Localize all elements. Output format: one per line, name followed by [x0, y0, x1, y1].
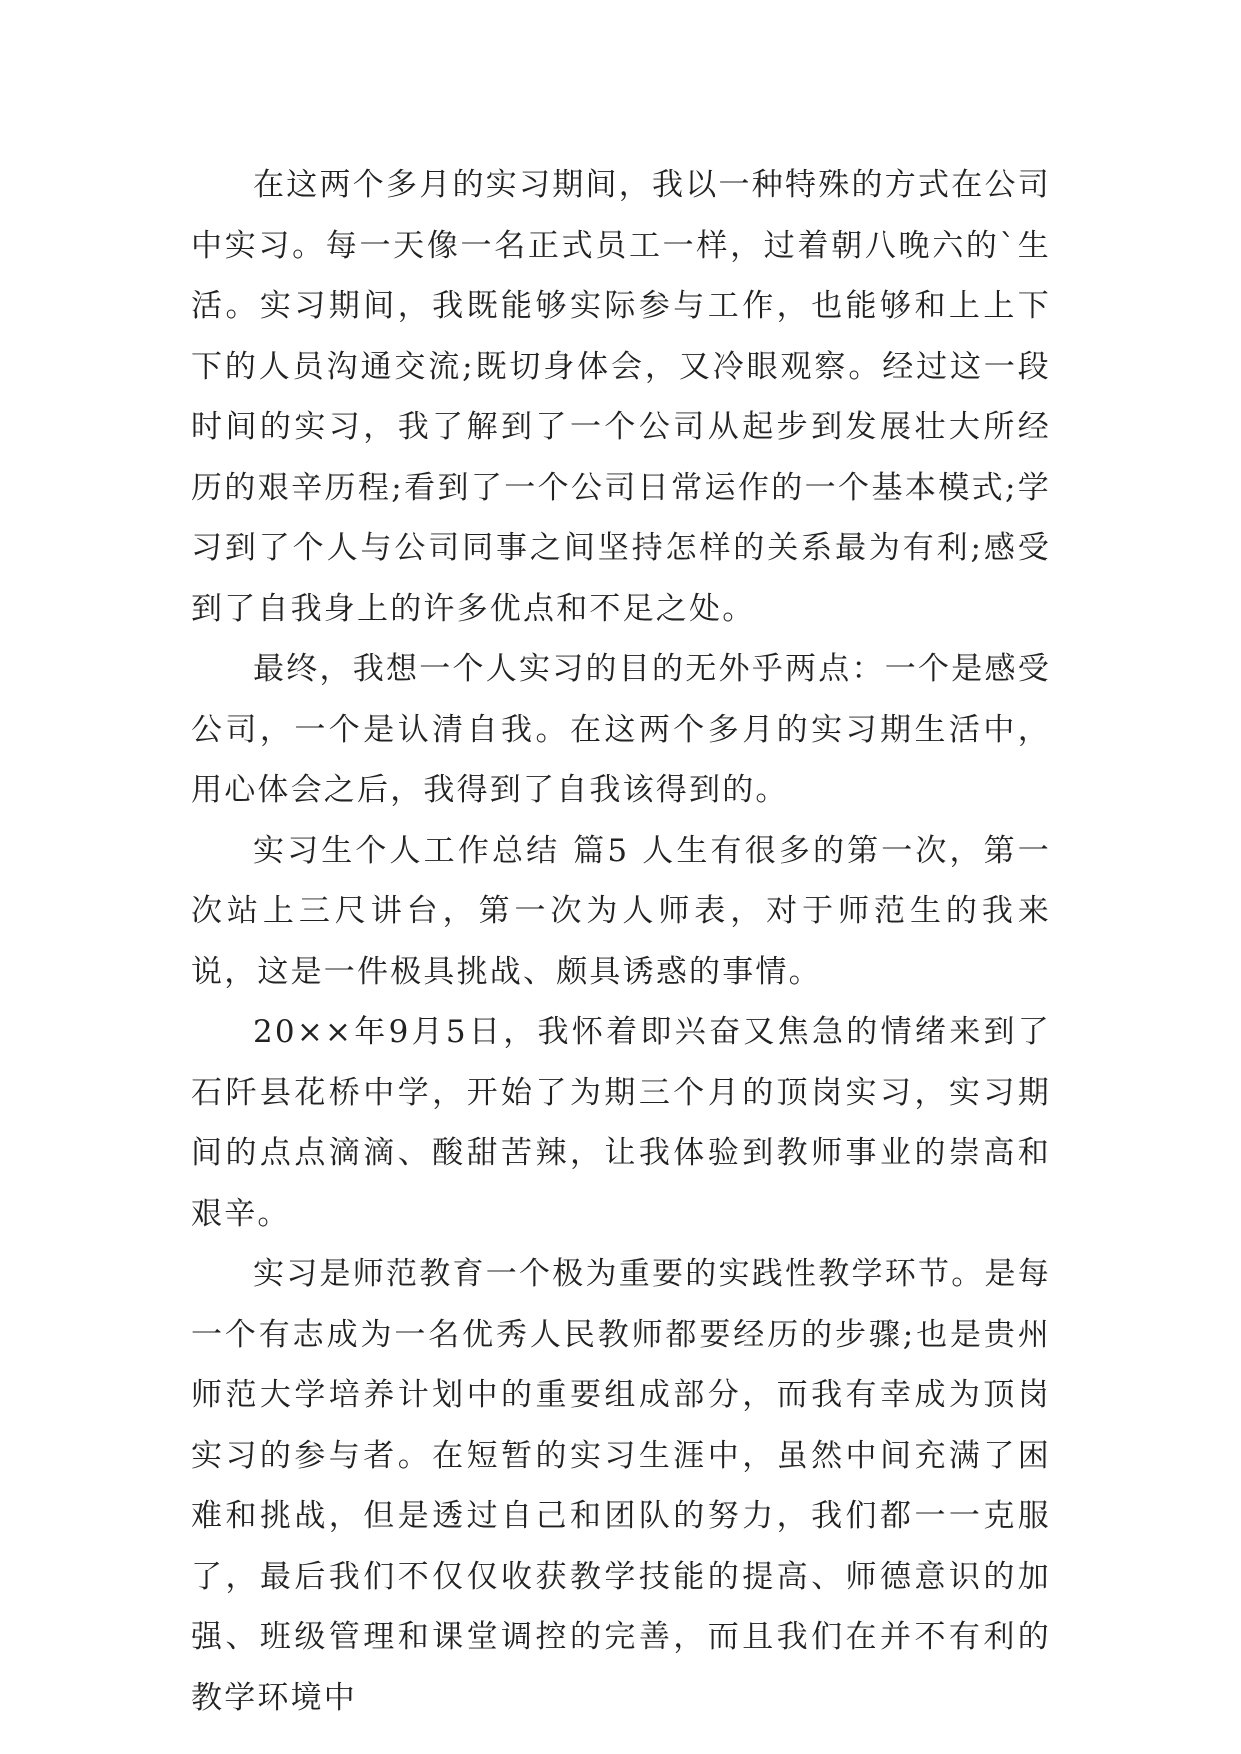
paragraph-arrival-date: 20××年9月5日，我怀着即兴奋又焦急的情绪来到了石阡县花桥中学，开始了为期三个月的顶岗实习，实习期间的点点滴滴、酸甜苦辣，让我体验到教师事业的崇高和艰辛。 [191, 1014, 1051, 1232]
paragraph-conclusion: 最终，我想一个人实习的目的无外乎两点：一个是感受公司，一个是认清自我。在这两个多月的实习期生活中，用心体会之后，我得到了自我该得到的。 [191, 651, 1051, 808]
document-body [191, 155, 1051, 1728]
paragraph-internship-importance: 实习是师范教育一个极为重要的实践性教学环节。是每一个有志成为一名优秀人民教师都要经历的步骤;也是贵州师范大学培养计划中的重要组成部分，而我有幸成为顶岗实习的参与者。在短暂的实习生涯中，虽然中间充满了困难和挑战，但是透过自己和团队的努力，我们都一一克服了，最后我们不仅仅收获教学技能的提高、师德意识的加强、班级管理和课堂调控的完善，而且我们在并不有利的教学环境中 [191, 1256, 1051, 1716]
paragraph-internship-reflection: 在这两个多月的实习期间，我以一种特殊的方式在公司中实习。每一天像一名正式员工一样，过着朝八晚六的`生活。实习期间，我既能够实际参与工作，也能够和上上下下的人员沟通交流;既切身体会，又冷眼观察。经过这一段时间的实习，我了解到了一个公司从起步到发展壮大所经历的艰辛历程;看到了一个公司日常运作的一个基本模式;学习到了个人与公司同事之间坚持怎样的关系最为有利;感受到了自我身上的许多优点和不足之处。 [191, 167, 1051, 627]
paragraph-section-5-intro: 实习生个人工作总结 篇5 人生有很多的第一次，第一次站上三尺讲台，第一次为人师表，对于师范生的我来说，这是一件极具挑战、颇具诱惑的事情。 [191, 832, 1051, 990]
